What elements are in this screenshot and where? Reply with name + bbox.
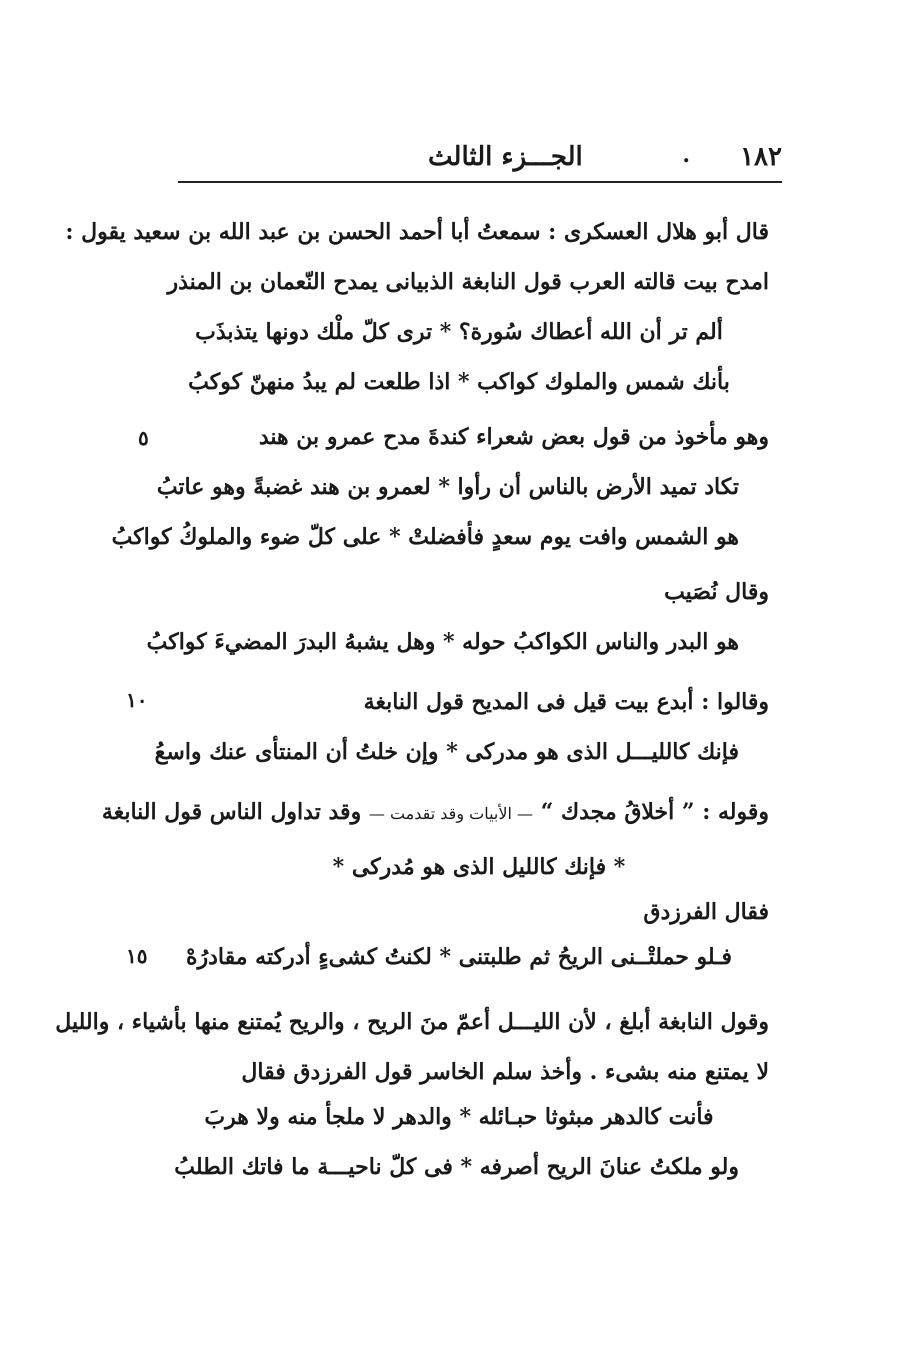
text-line-9: لا يمتنع منه بشىء . وأخذ سلم الخاسر قول الفرزدق فقال bbox=[241, 1059, 769, 1085]
verse-line-8: فأنت كالدهر مبثوثا حبـائله * والدهر لا ملجأ منه ولا هربَ bbox=[204, 1104, 714, 1130]
running-head: الجـــزء الثالث bbox=[428, 142, 583, 172]
text-line-4: وقال نُصَيب bbox=[664, 579, 769, 605]
line-number-10: ١٠ bbox=[126, 688, 148, 712]
hemistich-line: * فإنك كالليل الذى هو مُدركى * bbox=[332, 854, 626, 880]
text-line-5: وقالوا : أبدع بيت قيل فى المديح قول النابغة bbox=[363, 689, 769, 715]
line-number-15: ١٥ bbox=[126, 944, 148, 968]
verse-line-4: هو الشمس وافت يوم سعدٍ فأفضلتْ * على كلّ ضوء والملوكُ كواكبُ bbox=[111, 524, 739, 550]
quote-phrase: وقوله : ” أخلاقُ مجدك “ bbox=[540, 799, 769, 825]
header-separator: . bbox=[682, 142, 690, 168]
page-header bbox=[178, 140, 782, 178]
line-number-5: ٥ bbox=[138, 426, 149, 450]
text-line-3: وهو مأخوذ من قول بعض شعراء كندةَ مدح عمرو بن هند bbox=[258, 424, 769, 450]
text-line-2: امدح بيت قالته العرب قول النابغة الذبيانى يمدح النّعمان بن المنذر bbox=[167, 269, 769, 295]
text-line-8: وقول النابغة أبلغ ، لأن الليـــل أعمّ منَ الريح ، والريح يُمتنع منها بأشياء ، والليل bbox=[55, 1009, 769, 1035]
verse-line-7: فـلو حملتْــنى الريحُ ثم طلبتنى * لكنتُ كشىءٍ أدركته مقادرُهْ bbox=[185, 944, 733, 970]
parenthetical-note: — الأبيات وقد تقدمت — bbox=[368, 804, 534, 823]
text-line-6 bbox=[101, 796, 769, 828]
header-rule bbox=[178, 181, 782, 183]
verse-line-6: فإنك كالليـــل الذى هو مدركى * وإن خلتُ أن المنتأى عنك واسعُ bbox=[154, 739, 739, 765]
verse-line-1: ألم تر أن الله أعطاك سُورة؟ * ترى كلّ ملْك دونها يتذبذَب bbox=[195, 319, 723, 345]
verse-line-3: تكاد تميد الأرض بالناس أن رأوا * لعمرو بن هند غضبةً وهو عاتبُ bbox=[156, 474, 739, 500]
verse-line-5: هو البدر والناس الكواكبُ حوله * وهل يشبهُ البدرَ المضيءَ كواكبُ bbox=[146, 629, 739, 655]
text-line-1: قال أبو هلال العسكرى : سمعتُ أبا أحمد الحسن بن عبد الله بن سعيد يقول : bbox=[65, 219, 769, 245]
verse-line-2: بأنك شمس والملوك كواكب * اذا طلعت لم يبدُ منهنّ كوكبُ bbox=[188, 369, 730, 395]
page-number: ١٨٢ bbox=[740, 142, 782, 172]
quote-continuation: وقد تداول الناس قول النابغة bbox=[101, 799, 362, 825]
verse-line-9: ولو ملكتُ عنانَ الريح أصرفه * فى كلّ ناحيـــة ما فاتك الطلبُ bbox=[174, 1154, 739, 1180]
text-line-7: فقال الفرزدق bbox=[643, 899, 769, 925]
